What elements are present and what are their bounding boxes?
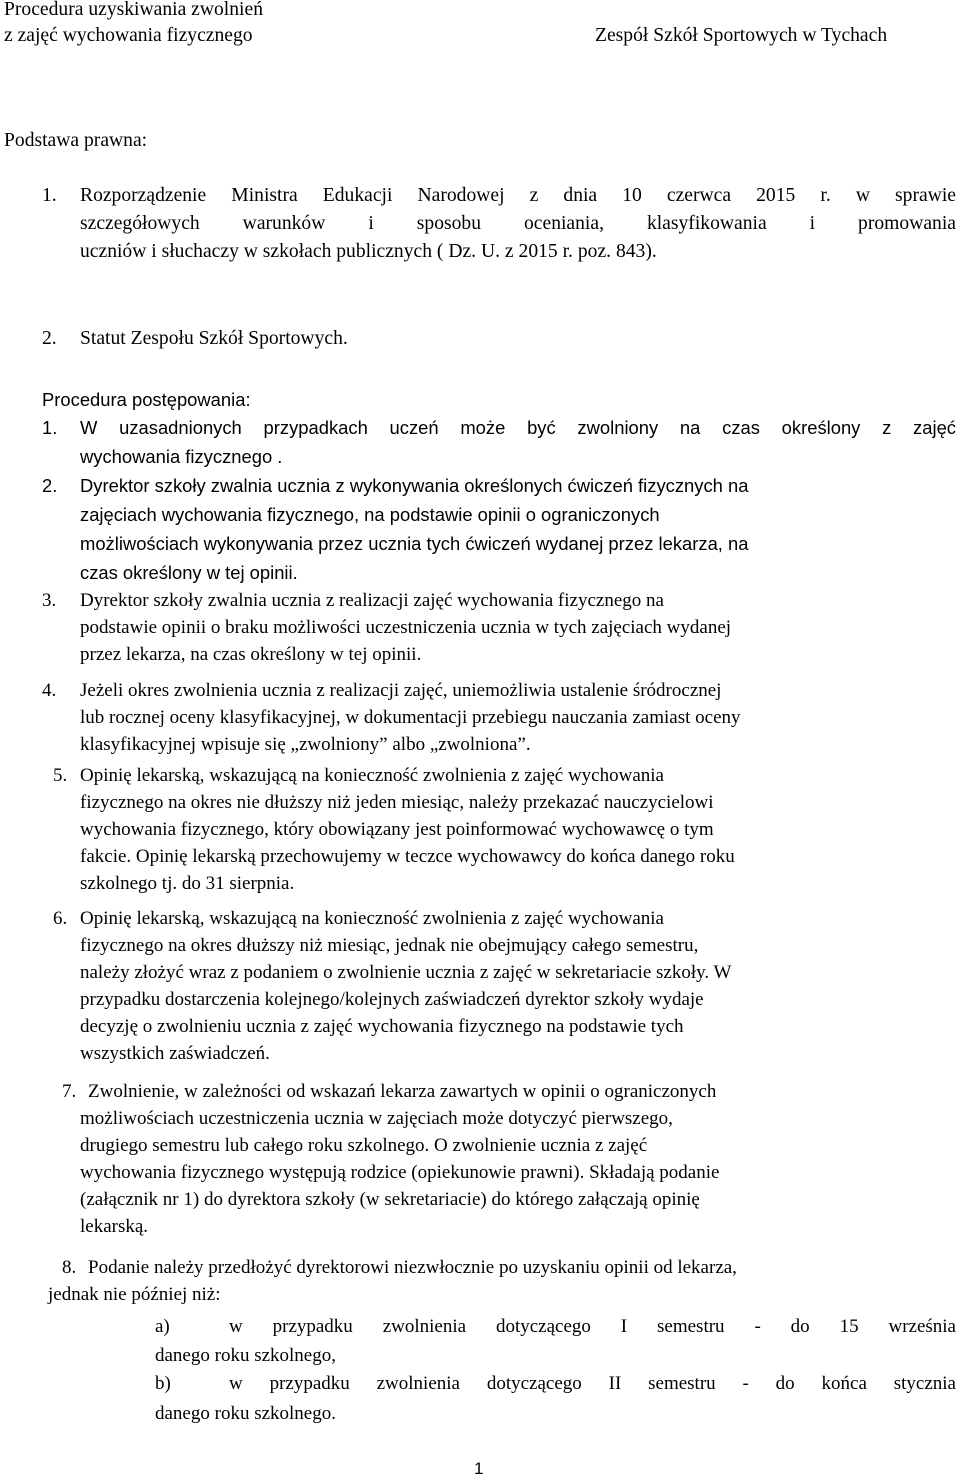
procedure-item-5-number: 5.: [53, 765, 68, 786]
procedure-heading: Procedura postępowania:: [42, 389, 251, 410]
procedure-item-2: [80, 471, 748, 587]
subitem-line: w przypadku zwolnienia dotyczącego I semestru - do 15 września: [229, 1316, 956, 1337]
legal-basis-heading: Podstawa prawna:: [4, 130, 148, 151]
procedure-item-8-line1: Podanie należy przedłożyć dyrektorowi niezwłocznie po uzyskaniu opinii od lekarza,: [88, 1257, 737, 1278]
procedure-item-line: możliwościach wykonywania przez ucznia tych ćwiczeń wydanej przez lekarza, na: [80, 533, 749, 554]
procedure-item-line: lub rocznej oceny klasyfikacyjnej, w dokumentacji przebiegu nauczania zamiast oceny: [80, 707, 741, 728]
document-title-line1: Procedura uzyskiwania zwolnień: [4, 0, 263, 20]
procedure-item-line: Zwolnienie, w zależności od wskazań lekarza zawartych w opinii o ograniczonych: [88, 1081, 717, 1102]
procedure-item-8-line2: jednak nie później niż:: [48, 1284, 221, 1305]
procedure-item-7-number: 7.: [62, 1081, 77, 1102]
procedure-item-8-number: 8.: [62, 1257, 77, 1278]
procedure-item-3-number: 3.: [42, 590, 57, 611]
procedure-item-line: czas określony w tej opinii.: [80, 562, 298, 583]
procedure-item-line: przypadku dostarczenia kolejnego/kolejnych zaświadczeń dyrektor szkoły wydaje: [80, 989, 704, 1010]
legal-item-1-line: Rozporządzenie Ministra Edukacji Narodowej z dnia 10 czerwca 2015 r. w sprawie: [80, 185, 956, 206]
procedure-item-4-number: 4.: [42, 680, 57, 701]
procedure-item-line: fizycznego na okres nie dłuższy niż jeden miesiąc, należy przekazać nauczycielowi: [80, 792, 714, 813]
procedure-item-line: lekarską.: [80, 1216, 149, 1237]
procedure-item-line: W uzasadnionych przypadkach uczeń może być zwolniony na czas określony z zajęć: [80, 417, 956, 438]
procedure-item-line: należy złożyć wraz z podaniem o zwolnienie ucznia z zajęć w sekretariacie szkoły. W: [80, 962, 732, 983]
procedure-item-line: Dyrektor szkoły zwalnia ucznia z wykonywania określonych ćwiczeń fizycznych na: [80, 475, 749, 496]
procedure-item-6-number: 6.: [53, 908, 68, 929]
procedure-item-line: przez lekarza, na czas określony w tej opinii.: [80, 644, 422, 665]
subitem-line: w przypadku zwolnienia dotyczącego II semestru - do końca stycznia: [229, 1373, 956, 1394]
procedure-item-line: wszystkich zaświadczeń.: [80, 1043, 270, 1064]
procedure-item-line: wychowania fizycznego, który obowiązany jest poinformować wychowawcę o tym: [80, 819, 714, 840]
school-name: Zespół Szkół Sportowych w Tychach: [595, 25, 888, 46]
legal-item-2: Statut Zespołu Szkół Sportowych.: [80, 328, 348, 349]
procedure-item-line: decyzję o zwolnieniu ucznia z zajęć wychowania fizycznego na podstawie tych: [80, 1016, 684, 1037]
procedure-item-line: podstawie opinii o braku możliwości uczestniczenia ucznia w tych zajęciach wydanej: [80, 617, 732, 638]
procedure-item-line: zajęciach wychowania fizycznego, na podstawie opinii o ograniczonych: [80, 504, 660, 525]
procedure-item-line: wychowania fizycznego .: [80, 446, 283, 467]
legal-item-2-number: 2.: [42, 328, 57, 349]
subitem-b: [229, 1370, 956, 1397]
procedure-item-1: [80, 413, 956, 471]
procedure-item-3: [80, 587, 731, 668]
procedure-item-line: klasyfikacyjnej wpisuje się „zwolniony” albo „zwolniona”.: [80, 734, 531, 755]
procedure-item-line: (załącznik nr 1) do dyrektora szkoły (w sekretariacie) do którego załączają opinię: [80, 1189, 700, 1210]
legal-item-1: [80, 182, 956, 266]
procedure-item-line: fizycznego na okres dłuższy niż miesiąc, jednak nie obejmujący całego semestru,: [80, 935, 699, 956]
procedure-item-6: [80, 905, 731, 1067]
legal-item-1-line: szczegółowych warunków i sposobu oceniania, klasyfikowania i promowania: [80, 213, 956, 234]
procedure-item-2-number: 2.: [42, 475, 58, 496]
procedure-item-5: [80, 762, 735, 897]
procedure-item-line: Dyrektor szkoły zwalnia ucznia z realizacji zajęć wychowania fizycznego na: [80, 590, 664, 611]
procedure-item-1-number: 1.: [42, 417, 58, 438]
subitem-b-line2: danego roku szkolnego.: [155, 1403, 336, 1424]
procedure-item-line: Opinię lekarską, wskazującą na konieczność zwolnienia z zajęć wychowania: [80, 908, 664, 929]
procedure-item-line: drugiego semestru lub całego roku szkolnego. O zwolnienie ucznia z zajęć: [80, 1135, 648, 1156]
subitem-a-line2: danego roku szkolnego,: [155, 1345, 336, 1366]
subitem-a: [229, 1313, 956, 1340]
procedure-item-line: możliwościach uczestniczenia ucznia w zajęciach może dotyczyć pierwszego,: [80, 1108, 673, 1129]
procedure-item-line: Jeżeli okres zwolnienia ucznia z realizacji zajęć, uniemożliwia ustalenie śródrocznej: [80, 680, 722, 701]
page-number: 1: [474, 1459, 484, 1478]
document-title-line2: z zajęć wychowania fizycznego: [4, 25, 253, 46]
procedure-item-line: szkolnego tj. do 31 sierpnia.: [80, 873, 295, 894]
subitem-b-letter: b): [155, 1373, 171, 1394]
procedure-item-line: Opinię lekarską, wskazującą na konieczność zwolnienia z zajęć wychowania: [80, 765, 664, 786]
procedure-item-line: fakcie. Opinię lekarską przechowujemy w teczce wychowawcy do końca danego roku: [80, 846, 735, 867]
procedure-item-4: [80, 677, 741, 758]
subitem-a-letter: a): [155, 1316, 170, 1337]
legal-item-1-line: uczniów i słuchaczy w szkołach publicznych ( Dz. U. z 2015 r. poz. 843).: [80, 241, 657, 262]
legal-item-1-number: 1.: [42, 185, 57, 206]
procedure-item-7: [80, 1078, 719, 1240]
procedure-item-line: wychowania fizycznego występują rodzice (opiekunowie prawni). Składają podanie: [80, 1162, 720, 1183]
